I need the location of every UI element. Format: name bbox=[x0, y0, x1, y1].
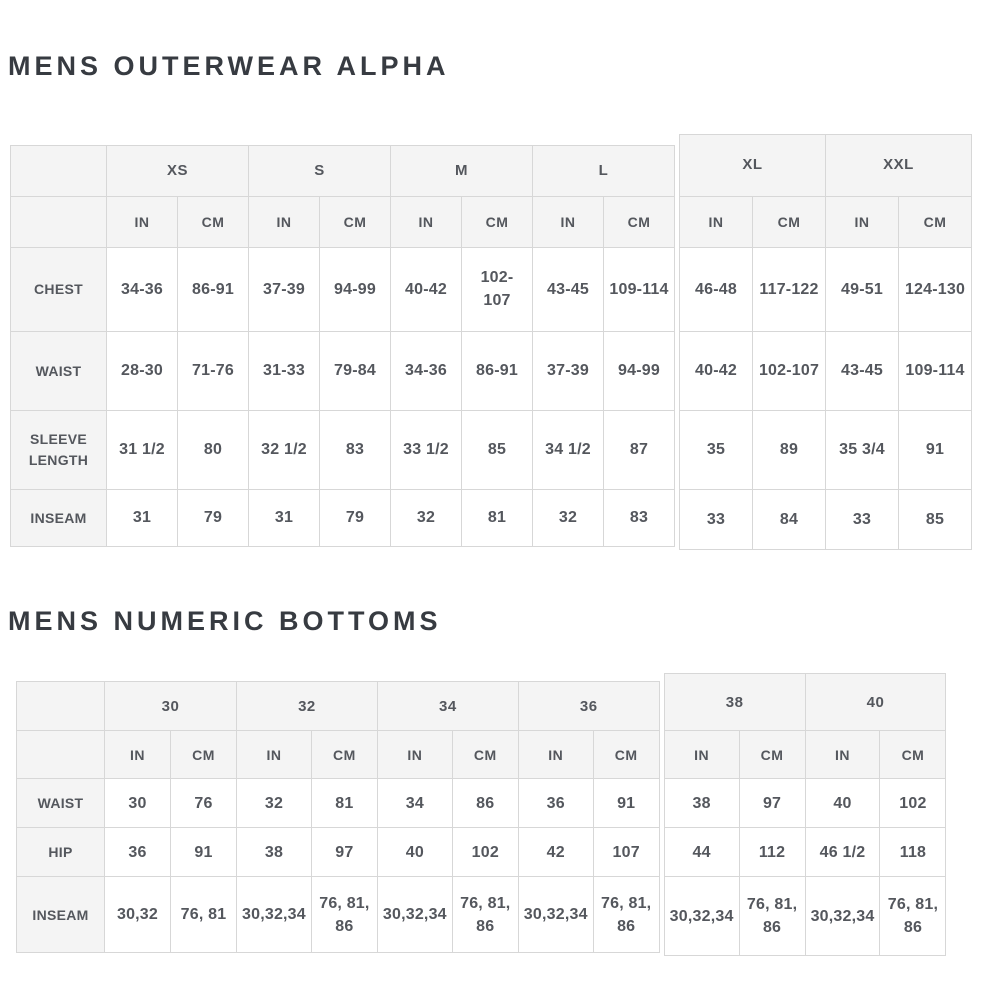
cell-value: 83 bbox=[320, 410, 391, 489]
table-row bbox=[17, 779, 660, 828]
table-row bbox=[11, 247, 675, 331]
size-table-bottoms-main bbox=[16, 681, 660, 953]
cell-value: 107 bbox=[593, 828, 659, 877]
unit-header-row bbox=[664, 731, 946, 779]
cell-value: 97 bbox=[311, 828, 377, 877]
size-column-header: 36 bbox=[518, 682, 659, 731]
cell-value: 76, 81, 86 bbox=[593, 877, 659, 953]
table-row bbox=[11, 489, 675, 546]
cell-value: 76, 81, 86 bbox=[739, 877, 805, 956]
size-chart-outerwear bbox=[10, 134, 1000, 550]
table-row bbox=[680, 410, 972, 489]
cell-value: 86-91 bbox=[178, 247, 249, 331]
cell-value: 91 bbox=[899, 410, 972, 489]
cell-value: 37-39 bbox=[249, 247, 320, 331]
cell-value: 85 bbox=[462, 410, 533, 489]
size-column-header: 34 bbox=[377, 682, 518, 731]
unit-column-header: CM bbox=[178, 196, 249, 247]
cell-value: 31 1/2 bbox=[107, 410, 178, 489]
cell-value: 31 bbox=[107, 489, 178, 546]
cell-value: 76, 81, 86 bbox=[880, 877, 946, 956]
cell-value: 30,32,34 bbox=[237, 877, 312, 953]
size-column-header: XL bbox=[680, 134, 826, 196]
size-column-header: S bbox=[249, 145, 391, 196]
size-chart-bottoms bbox=[16, 673, 1000, 956]
size-header-row bbox=[17, 682, 660, 731]
unit-column-header: CM bbox=[462, 196, 533, 247]
unit-column-header: IN bbox=[533, 196, 604, 247]
row-label: SLEEVE LENGTH bbox=[11, 410, 107, 489]
cell-value: 80 bbox=[178, 410, 249, 489]
row-label: WAIST bbox=[17, 779, 105, 828]
cell-value: 46 1/2 bbox=[805, 828, 880, 877]
cell-value: 32 bbox=[237, 779, 312, 828]
cell-value: 38 bbox=[237, 828, 312, 877]
unit-column-header: CM bbox=[739, 731, 805, 779]
unit-column-header: IN bbox=[518, 731, 593, 779]
row-label: INSEAM bbox=[17, 877, 105, 953]
unit-column-header: CM bbox=[320, 196, 391, 247]
cell-value: 30,32 bbox=[105, 877, 171, 953]
unit-column-header: IN bbox=[237, 731, 312, 779]
cell-value: 76, 81 bbox=[171, 877, 237, 953]
cell-value: 40 bbox=[377, 828, 452, 877]
size-header-row bbox=[680, 134, 972, 196]
cell-value: 85 bbox=[899, 489, 972, 549]
cell-value: 34 bbox=[377, 779, 452, 828]
row-label: HIP bbox=[17, 828, 105, 877]
cell-value: 83 bbox=[604, 489, 675, 546]
cell-value: 28-30 bbox=[107, 331, 178, 410]
cell-value: 84 bbox=[753, 489, 826, 549]
cell-value: 40-42 bbox=[680, 331, 753, 410]
cell-value: 46-48 bbox=[680, 247, 753, 331]
table-row bbox=[680, 489, 972, 549]
cell-value: 102 bbox=[452, 828, 518, 877]
table-row bbox=[664, 779, 946, 828]
cell-value: 76 bbox=[171, 779, 237, 828]
corner-cell bbox=[17, 731, 105, 779]
cell-value: 79 bbox=[178, 489, 249, 546]
cell-value: 94-99 bbox=[604, 331, 675, 410]
cell-value: 36 bbox=[518, 779, 593, 828]
cell-value: 49-51 bbox=[826, 247, 899, 331]
table-row bbox=[664, 828, 946, 877]
cell-value: 34-36 bbox=[391, 331, 462, 410]
cell-value: 102-107 bbox=[462, 247, 533, 331]
unit-column-header: IN bbox=[680, 196, 753, 247]
row-label: CHEST bbox=[11, 247, 107, 331]
cell-value: 44 bbox=[664, 828, 739, 877]
size-column-header: L bbox=[533, 145, 675, 196]
corner-cell bbox=[11, 196, 107, 247]
cell-value: 33 1/2 bbox=[391, 410, 462, 489]
cell-value: 118 bbox=[880, 828, 946, 877]
cell-value: 30,32,34 bbox=[518, 877, 593, 953]
unit-column-header: CM bbox=[880, 731, 946, 779]
unit-column-header: CM bbox=[171, 731, 237, 779]
size-column-header: XXL bbox=[826, 134, 972, 196]
cell-value: 76, 81, 86 bbox=[311, 877, 377, 953]
cell-value: 32 1/2 bbox=[249, 410, 320, 489]
cell-value: 109-114 bbox=[604, 247, 675, 331]
table-row bbox=[664, 877, 946, 956]
cell-value: 40 bbox=[805, 779, 880, 828]
cell-value: 34 1/2 bbox=[533, 410, 604, 489]
cell-value: 112 bbox=[739, 828, 805, 877]
unit-column-header: CM bbox=[593, 731, 659, 779]
size-column-header: XS bbox=[107, 145, 249, 196]
corner-cell bbox=[17, 682, 105, 731]
cell-value: 102-107 bbox=[753, 331, 826, 410]
unit-column-header: IN bbox=[391, 196, 462, 247]
cell-value: 86 bbox=[452, 779, 518, 828]
cell-value: 31 bbox=[249, 489, 320, 546]
cell-value: 109-114 bbox=[899, 331, 972, 410]
cell-value: 43-45 bbox=[533, 247, 604, 331]
cell-value: 36 bbox=[105, 828, 171, 877]
cell-value: 117-122 bbox=[753, 247, 826, 331]
unit-column-header: CM bbox=[899, 196, 972, 247]
unit-header-row bbox=[680, 196, 972, 247]
cell-value: 30,32,34 bbox=[805, 877, 880, 956]
size-column-header: 32 bbox=[237, 682, 378, 731]
cell-value: 40-42 bbox=[391, 247, 462, 331]
cell-value: 31-33 bbox=[249, 331, 320, 410]
table-row bbox=[680, 331, 972, 410]
cell-value: 43-45 bbox=[826, 331, 899, 410]
cell-value: 94-99 bbox=[320, 247, 391, 331]
unit-header-row bbox=[17, 731, 660, 779]
table-row bbox=[17, 828, 660, 877]
cell-value: 86-91 bbox=[462, 331, 533, 410]
size-table-outerwear-pinned bbox=[679, 134, 972, 550]
cell-value: 81 bbox=[462, 489, 533, 546]
cell-value: 30,32,34 bbox=[664, 877, 739, 956]
size-header-row bbox=[11, 145, 675, 196]
cell-value: 35 3/4 bbox=[826, 410, 899, 489]
cell-value: 35 bbox=[680, 410, 753, 489]
cell-value: 42 bbox=[518, 828, 593, 877]
cell-value: 30 bbox=[105, 779, 171, 828]
cell-value: 81 bbox=[311, 779, 377, 828]
unit-column-header: CM bbox=[452, 731, 518, 779]
unit-column-header: CM bbox=[604, 196, 675, 247]
unit-column-header: IN bbox=[826, 196, 899, 247]
cell-value: 32 bbox=[533, 489, 604, 546]
unit-column-header: CM bbox=[311, 731, 377, 779]
section-mens-numeric-bottoms bbox=[0, 607, 1000, 957]
table-row bbox=[11, 410, 675, 489]
cell-value: 32 bbox=[391, 489, 462, 546]
cell-value: 124-130 bbox=[899, 247, 972, 331]
cell-value: 87 bbox=[604, 410, 675, 489]
cell-value: 33 bbox=[680, 489, 753, 549]
section-title-outerwear: MENS OUTERWEAR ALPHA bbox=[8, 51, 450, 81]
corner-cell bbox=[11, 145, 107, 196]
unit-column-header: IN bbox=[377, 731, 452, 779]
section-title-bottoms: MENS NUMERIC BOTTOMS bbox=[8, 605, 442, 636]
cell-value: 38 bbox=[664, 779, 739, 828]
size-column-header: 30 bbox=[105, 682, 237, 731]
unit-column-header: IN bbox=[107, 196, 178, 247]
unit-header-row bbox=[11, 196, 675, 247]
size-column-header: M bbox=[391, 145, 533, 196]
cell-value: 91 bbox=[593, 779, 659, 828]
size-table-bottoms-pinned bbox=[664, 673, 947, 956]
row-label: WAIST bbox=[11, 331, 107, 410]
cell-value: 102 bbox=[880, 779, 946, 828]
cell-value: 37-39 bbox=[533, 331, 604, 410]
cell-value: 89 bbox=[753, 410, 826, 489]
table-row bbox=[680, 247, 972, 331]
table-row bbox=[17, 877, 660, 953]
cell-value: 30,32,34 bbox=[377, 877, 452, 953]
unit-column-header: IN bbox=[249, 196, 320, 247]
size-column-header: 40 bbox=[805, 674, 946, 731]
cell-value: 34-36 bbox=[107, 247, 178, 331]
unit-column-header: IN bbox=[105, 731, 171, 779]
row-label: INSEAM bbox=[11, 489, 107, 546]
unit-column-header: IN bbox=[664, 731, 739, 779]
unit-column-header: IN bbox=[805, 731, 880, 779]
cell-value: 71-76 bbox=[178, 331, 249, 410]
size-column-header: 38 bbox=[664, 674, 805, 731]
cell-value: 91 bbox=[171, 828, 237, 877]
size-table-outerwear-main bbox=[10, 145, 675, 547]
table-row bbox=[11, 331, 675, 410]
cell-value: 79 bbox=[320, 489, 391, 546]
cell-value: 33 bbox=[826, 489, 899, 549]
cell-value: 97 bbox=[739, 779, 805, 828]
cell-value: 76, 81, 86 bbox=[452, 877, 518, 953]
cell-value: 79-84 bbox=[320, 331, 391, 410]
unit-column-header: CM bbox=[753, 196, 826, 247]
size-header-row bbox=[664, 674, 946, 731]
